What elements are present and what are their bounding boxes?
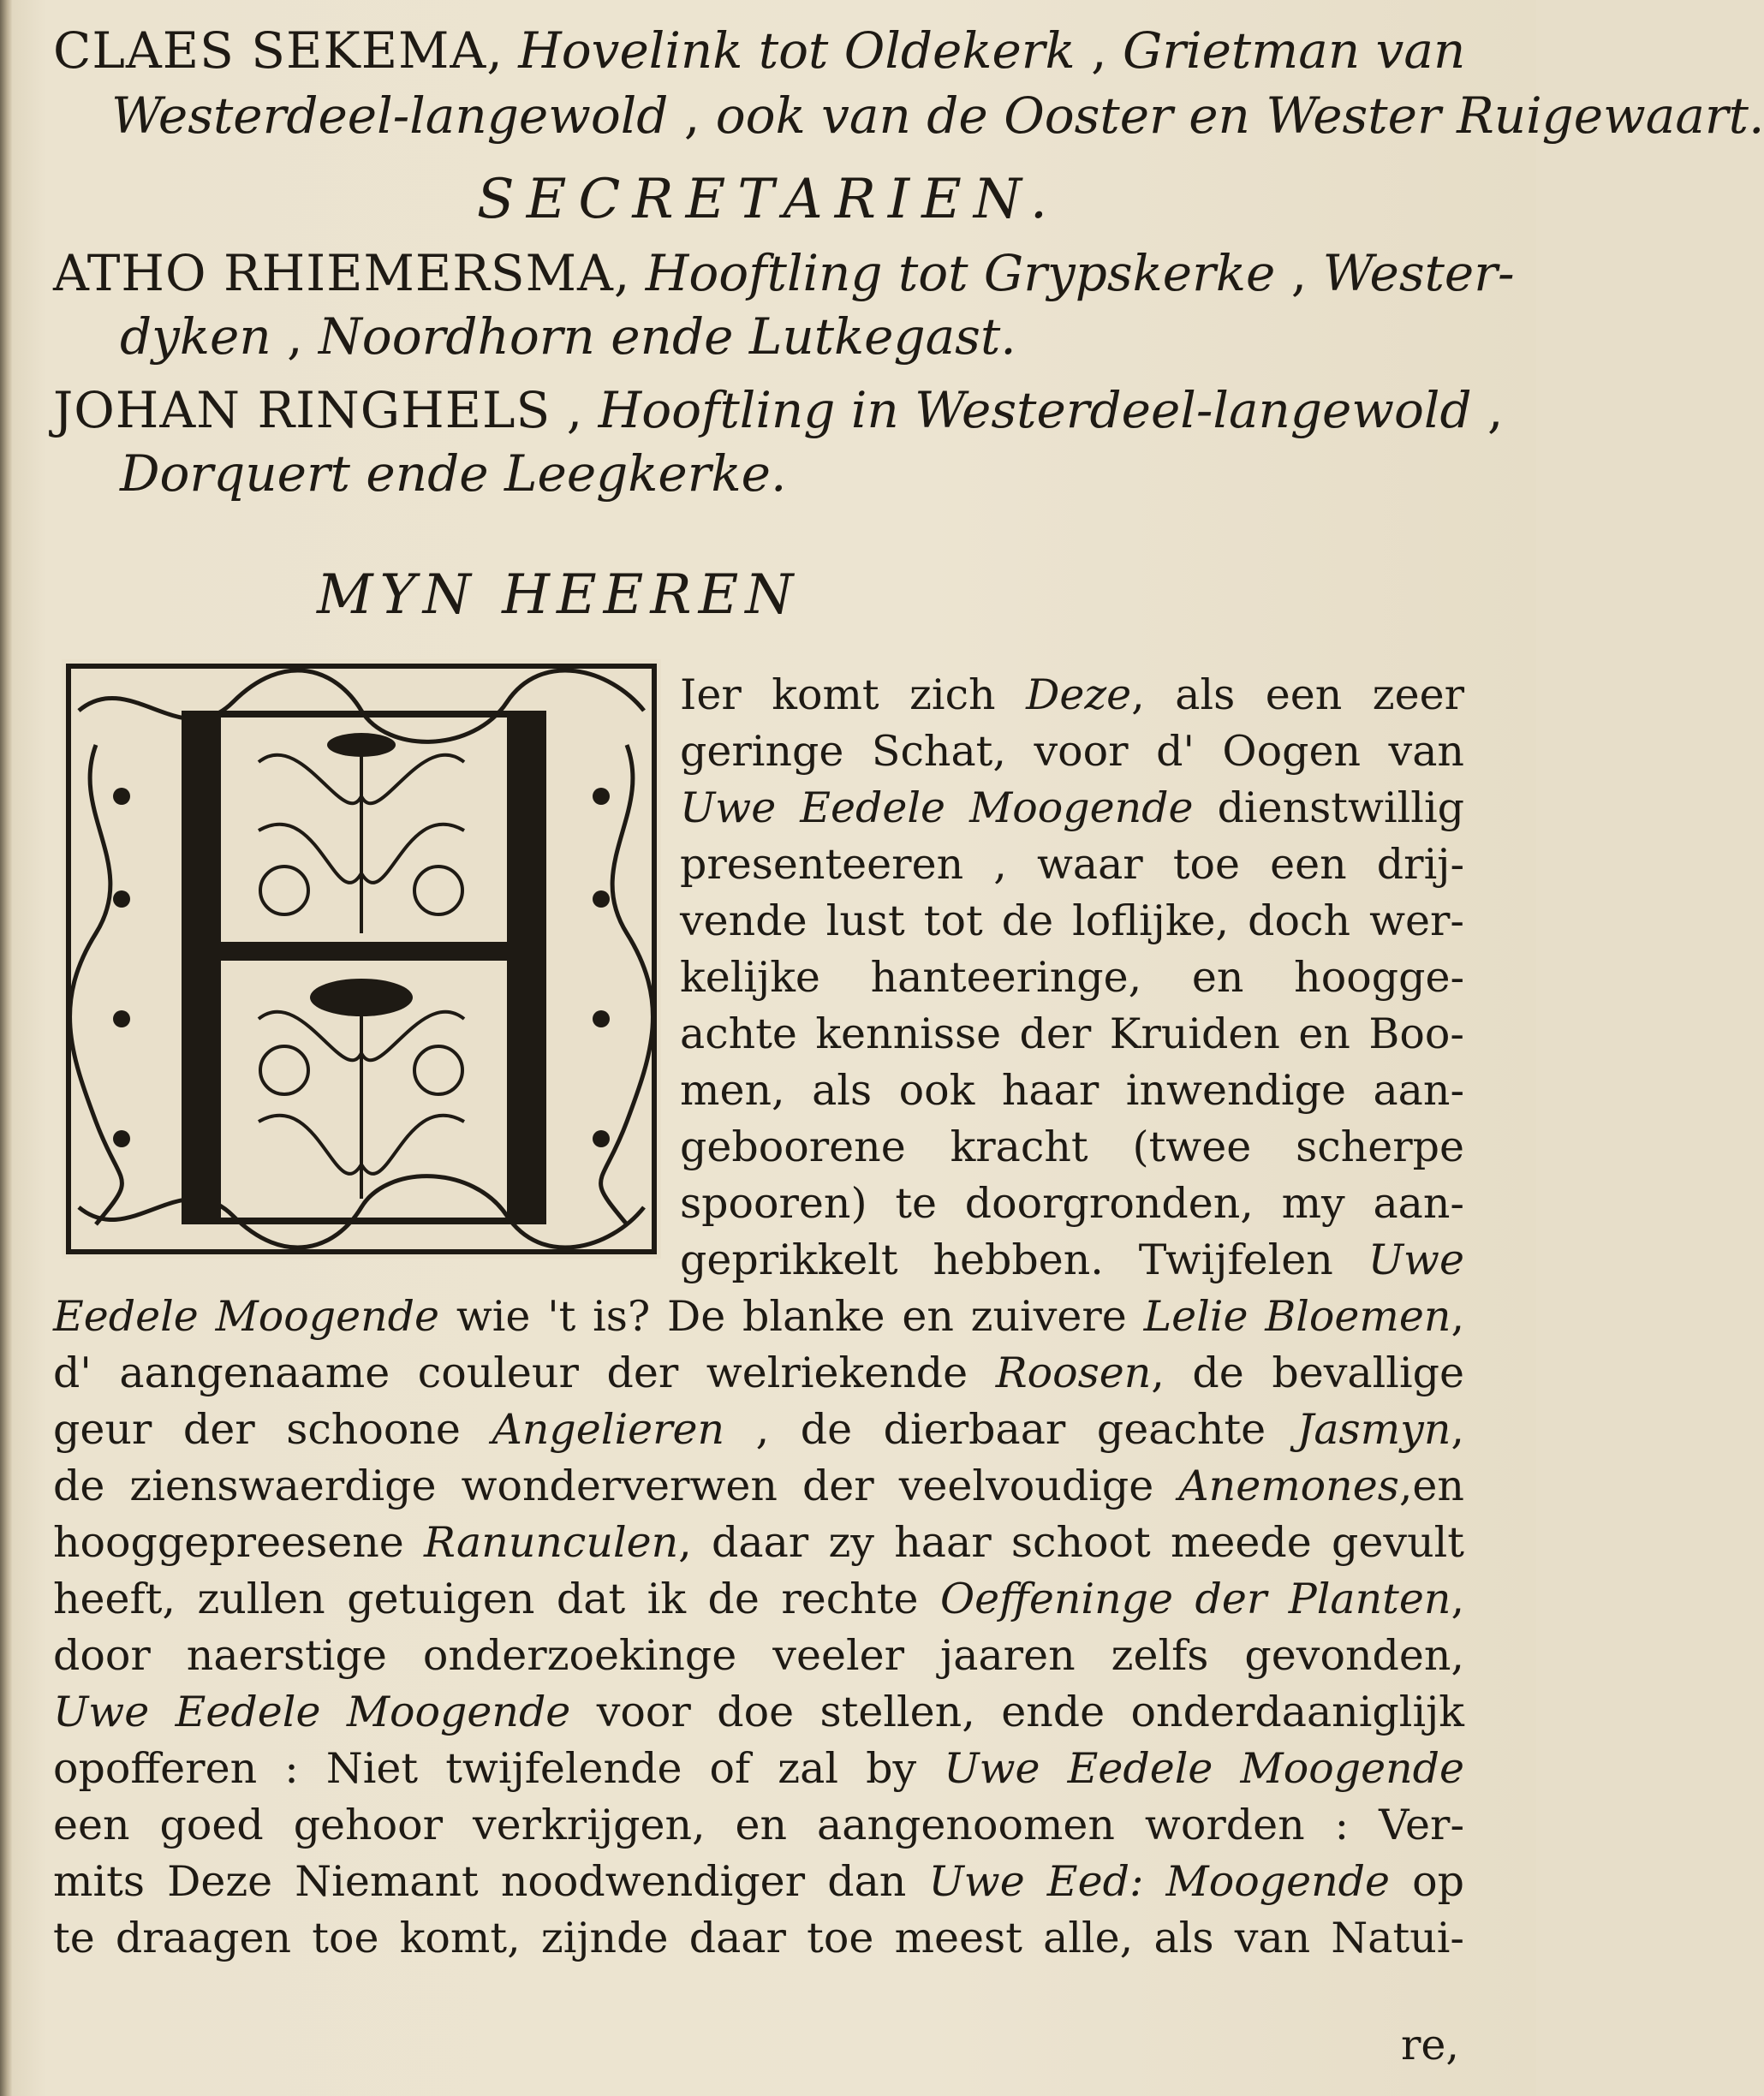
official-line-2: Westerdeel-langewold , ook van de Ooster en Wester Ruigewaart. (111, 86, 1764, 145)
secretary-line-3: JOHAN RINGHELS , Hooftling in Westerdeel-langewold (53, 381, 1472, 439)
official-title: Hovelink tot Oldekerk (518, 21, 1076, 80)
body-line (53, 1404, 1464, 1456)
text-segment: vende lust tot de loflijke, doch wer- (680, 896, 1464, 945)
text-segment: wie 't is? De blanke en zuivere (439, 1292, 1144, 1341)
text-segment: spooren) te doorgronden, my aan- (680, 1179, 1464, 1228)
secretary-title: Noordhorn ende Lutkegast. (319, 307, 1016, 366)
body-line (680, 1065, 1464, 1116)
official-name: CLAES SEKEMA (53, 21, 487, 80)
italic-segment: Ranunculen (424, 1518, 679, 1567)
text-segment: geur der schoone (53, 1405, 492, 1454)
italic-segment: Roosen (995, 1349, 1152, 1397)
book-spine-edge (0, 0, 12, 2096)
text-segment: achte kennisse der Kruiden en Boo- (680, 1009, 1464, 1058)
body-line (680, 1122, 1464, 1173)
text-segment: , de bevallige (1151, 1349, 1464, 1397)
italic-segment: Uwe Eed: Moogende (928, 1857, 1391, 1906)
secretary-title: Hooftling in Westerdeel-langewold (598, 381, 1472, 439)
body-line (53, 1856, 1464, 1908)
text-segment: te draagen toe komt, zijnde daar toe meest alle, als van Natui- (53, 1914, 1464, 1962)
text-segment: , (1451, 1292, 1465, 1341)
text-segment: presenteeren , waar toe een drij- (680, 840, 1464, 889)
italic-segment: Angelieren (492, 1405, 725, 1454)
body-line (680, 1235, 1464, 1286)
official-title: Westerdeel-langewold (111, 86, 669, 145)
text-segment: opofferen : Niet twijfelende of zal by (53, 1744, 945, 1793)
text-segment: geprikkelt hebben. Twijfelen (680, 1236, 1368, 1284)
body-line (53, 1574, 1464, 1625)
italic-segment: Anemones (1178, 1462, 1399, 1510)
italic-segment: Uwe (1368, 1236, 1464, 1284)
text-segment: geringe Schat, voor d' Oogen van (680, 727, 1464, 776)
body-line (680, 726, 1464, 777)
body-line (680, 1178, 1464, 1230)
italic-segment: Oeffeninge der Planten (939, 1575, 1451, 1623)
body-line (680, 839, 1464, 890)
catchword: re, (1401, 2021, 1459, 2069)
secretary-title: Dorquert ende Leegkerke. (120, 444, 787, 503)
text-segment: op (1390, 1857, 1465, 1906)
secretary-title: Hooftling tot Grypskerke (645, 244, 1276, 302)
secretary-line-1: ATHO RHIEMERSMA, Hooftling tot Grypskerke , Wester- (53, 244, 1515, 302)
official-line-1: CLAES SEKEMA, Hovelink tot Oldekerk , Grietman van (53, 21, 1466, 80)
text-segment: , (1451, 1405, 1464, 1454)
body-line (53, 1291, 1464, 1343)
italic-segment: Lelie Bloemen (1143, 1292, 1451, 1341)
text-segment: , daar zy haar schoot meede gevult (678, 1518, 1464, 1567)
body-line (53, 1630, 1464, 1682)
secretary-title: Wester- (1322, 244, 1515, 302)
italic-segment: Eedele Moogende (53, 1292, 440, 1341)
italic-segment: Uwe Eedele Moogende (53, 1688, 571, 1736)
text-segment: hooggepreesene (53, 1518, 425, 1567)
text-segment: d' aangenaame couleur der welriekende (53, 1349, 996, 1397)
text-segment: , als een zeer (1131, 670, 1465, 719)
salutation: MYN HEEREN (317, 563, 801, 627)
text-segment: een goed gehoor verkrijgen, en aangenoomen worden : Ver- (53, 1801, 1464, 1849)
secretary-title: dyken (120, 307, 271, 366)
text-segment: ,en (1398, 1462, 1464, 1510)
body-line (53, 1687, 1464, 1738)
text-segment: voor doe stellen, ende onderdaaniglijk (570, 1688, 1464, 1736)
body-line (53, 1461, 1464, 1512)
text-segment: mits Deze Niemant noodwendiger dan (53, 1857, 929, 1906)
text-segment: door naerstige onderzoekinge veeler jaaren zelfs gevonden, (53, 1631, 1464, 1680)
body-line (53, 1743, 1464, 1795)
text-segment: , de dierbaar geachte (724, 1405, 1297, 1454)
body-line (53, 1913, 1464, 1964)
body-line (680, 1009, 1464, 1060)
text-segment: Ier komt zich (680, 670, 1027, 719)
text-segment: kelijke hanteeringe, en hoogge- (680, 953, 1464, 1002)
text-segment: geboorene kracht (twee scherpe (680, 1122, 1464, 1171)
secretarien-heading: SECRETARIEN. (476, 168, 1060, 231)
italic-segment: Uwe Eedele Moogende (944, 1744, 1464, 1793)
dropcap-ornament (62, 659, 661, 1259)
italic-segment: Deze (1026, 670, 1132, 719)
body-line (680, 670, 1464, 721)
text-segment: men, als ook haar inwendige aan- (680, 1066, 1464, 1115)
secretary-name: JOHAN RINGHELS (53, 381, 551, 439)
body-line (53, 1517, 1464, 1569)
body-line (680, 952, 1464, 1003)
body-line (680, 783, 1464, 834)
text-segment: dienstwillig (1193, 783, 1464, 832)
secretary-line-2: dyken , Noordhorn ende Lutkegast. (120, 307, 1016, 366)
official-title: Grietman van (1123, 21, 1466, 80)
body-line (680, 896, 1464, 947)
text-segment: heeft, zullen getuigen dat ik de rechte (53, 1575, 940, 1623)
italic-segment: Uwe Eedele Moogende (680, 783, 1194, 832)
italic-segment: Jasmyn (1296, 1405, 1451, 1454)
body-line (53, 1800, 1464, 1851)
secretary-line-4 (120, 444, 1404, 503)
official-title: ook van de Ooster en Wester Ruigewaart. (715, 86, 1764, 145)
body-line (53, 1348, 1464, 1399)
text-segment: , (1451, 1575, 1465, 1623)
text-segment: de zienswaerdige wonderverwen der veelvoudige (53, 1462, 1179, 1510)
secretary-name: ATHO RHIEMERSMA (53, 244, 614, 302)
